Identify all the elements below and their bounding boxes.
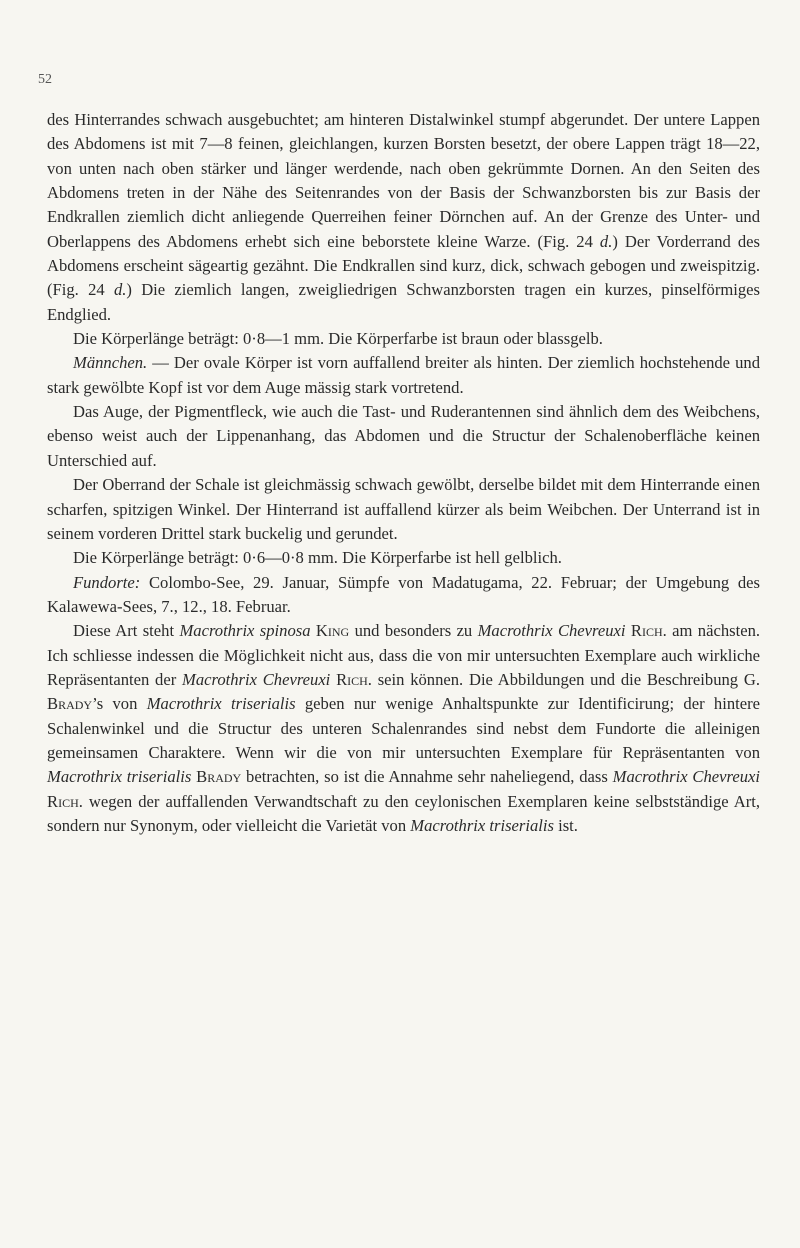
page-number: 52 xyxy=(38,72,52,87)
paragraph-2: Die Körperlänge beträgt: 0·8—1 mm. Die Körperfarbe ist braun oder blassgelb. xyxy=(73,329,603,349)
paragraph-1 xyxy=(47,108,760,327)
author-name: Brady xyxy=(47,694,93,714)
species-name: Macrothrix Chevreuxi xyxy=(612,767,761,787)
section-heading-maennchen: Männchen. xyxy=(73,353,148,373)
author-name: Brady xyxy=(196,767,242,787)
paragraph-4: Das Auge, der Pigmentfleck, wie auch die Tast- und Ruderantennen sind ähnlich dem des Weibchens, ebenso weist auch der Lippenanhang, das Abdomen und die Structur der Schalenoberfläche keinen Unterschied auf. xyxy=(47,402,760,470)
body-text xyxy=(47,108,760,838)
text-segment: betrachten, so ist die Annahme sehr naheliegend, dass xyxy=(241,767,613,787)
figure-reference: d. xyxy=(113,280,127,300)
species-name: Macrothrix triserialis xyxy=(146,694,296,714)
species-name: Macrothrix Chevreuxi xyxy=(182,669,331,689)
author-name: Rich. xyxy=(47,791,83,811)
author-name: King xyxy=(315,621,350,641)
text-segment: sein können. Die Abbildungen und die Beschreibung G. xyxy=(371,669,760,689)
text-segment: Colombo-See, 29. Januar, Sümpfe von Madatugama, 22. Februar; der Umgebung des Kalawewa-Sees, 7., 12., 18. Februar. xyxy=(47,572,760,616)
species-name: Macrothrix spinosa xyxy=(179,621,311,641)
text-segment: geben nur wenige Anhaltspunkte zur Identificirung; der hintere Schalenwinkel und die Structur des unteren Schalenrandes sind nebst dem Fundorte die alleinigen gemeinsamen Charaktere. Wenn wir die von mir untersuchten Exemplare für Repräsentanten von xyxy=(47,694,760,762)
text-segment: — Der ovale Körper ist vorn auffallend breiter als hinten. Der ziemlich hochstehende und stark gewölbte Kopf ist vor dem Auge mässig stark vortretend. xyxy=(47,353,760,397)
text-segment: und besonders zu xyxy=(349,621,478,641)
text-segment: wegen der auffallenden Verwandtschaft zu den ceylonischen Exemplaren keine selbstständige Art, sondern nur Synonym, oder vielleicht die Varietät von xyxy=(47,791,760,835)
species-name: Macrothrix triserialis xyxy=(410,815,554,835)
paragraph-6: Die Körperlänge beträgt: 0·6—0·8 mm. Die Körperfarbe ist hell gelblich. xyxy=(73,548,562,568)
text-segment: ) Der Vorderrand des Abdomens erscheint sägeartig gezähnt. Die Endkrallen sind kurz, dick, schwach gebogen und zweispitzig. (Fig. 24 xyxy=(47,231,760,300)
paragraph-7 xyxy=(47,571,760,620)
figure-reference: d. xyxy=(599,231,613,251)
paragraph-3 xyxy=(47,351,760,400)
paragraph-8 xyxy=(47,619,760,838)
text-segment: ) Die ziemlich langen, zweigliedrigen Schwanzborsten tragen ein kurzes, pinselförmiges Endglied. xyxy=(47,280,760,324)
author-name: Rich. xyxy=(336,669,372,689)
species-name: Macrothrix triserialis xyxy=(47,767,192,787)
text-segment: am nächsten. Ich schliesse indessen die Möglichkeit nicht aus, dass die von mir untersuchten Exemplare auch wirkliche Repräsentanten der xyxy=(47,621,761,689)
text-segment: ist. xyxy=(553,815,578,835)
paragraph-5: Der Oberrand der Schale ist gleichmässig schwach gewölbt, derselbe bildet mit dem Hinterrande einen scharfen, spitzigen Winkel. Der Hinterrand ist auffallend kürzer als beim Weibchen. Der Unterrand ist in seinem vorderen Drittel stark buckelig und gerundet. xyxy=(47,475,760,543)
text-segment: des Hinterrandes schwach ausgebuchtet; am hinteren Distalwinkel stumpf abgerundet. Der untere Lappen des Abdomens ist mit 7—8 feinen, gleichlangen, kurzen Borsten besetzt, der obere Lappen trägt 18—22, von unten nach oben stärker und länger werdende, nach oben gekrümmte Dornen. An den Seiten des Abdomens treten in der Nähe des Seitenrandes von der Basis der Schwanzborsten bis zur Basis der Endkrallen ziemlich dicht anliegende Querreihen feiner Dörnchen auf. An der Grenze des Unter- und Oberlappens des Abdomens erhebt sich eine beborstete kleine Warze. (Fig. 24 xyxy=(47,110,760,251)
text-segment: ’s von xyxy=(92,694,147,714)
section-heading-fundorte: Fundorte: xyxy=(73,572,141,592)
author-name: Rich. xyxy=(630,621,667,641)
text-segment: Diese Art steht xyxy=(73,621,180,641)
species-name: Macrothrix Chevreuxi xyxy=(477,621,626,641)
